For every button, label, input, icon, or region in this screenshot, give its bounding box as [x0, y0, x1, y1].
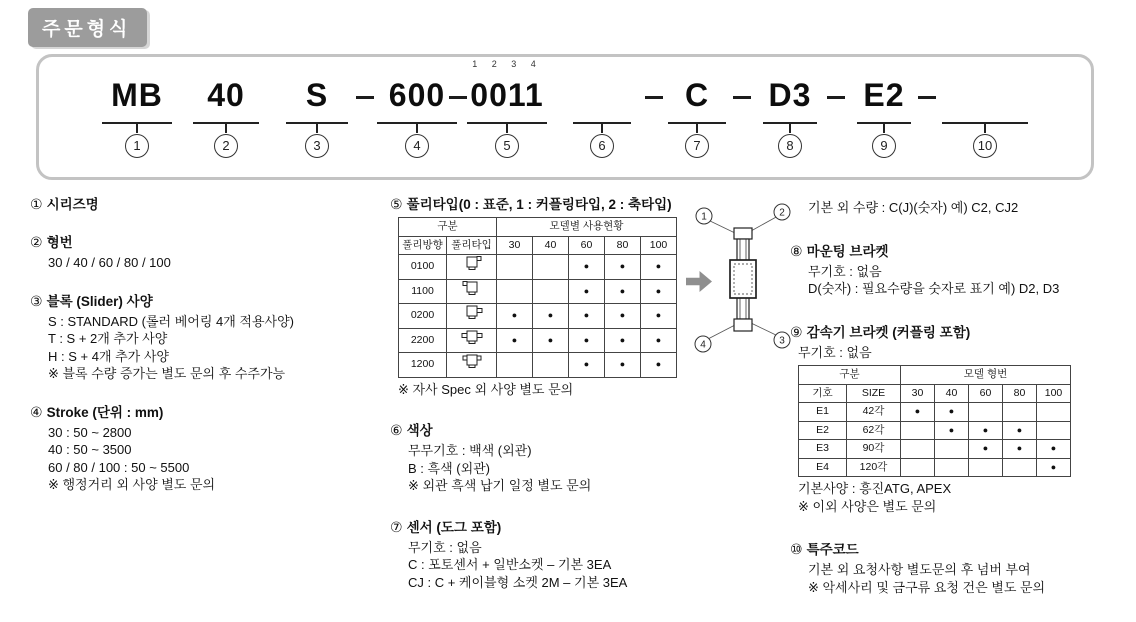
bracket-code-cell: E4: [799, 458, 847, 477]
item-sensor: [390, 519, 730, 592]
table-row: [799, 458, 1071, 477]
usage-cell: [935, 458, 969, 477]
table-group-header-row: [799, 366, 1071, 385]
usage-cell: ●: [969, 421, 1003, 440]
item-title: 특주코드: [806, 542, 859, 557]
usage-cell: [901, 421, 935, 440]
digit-position-labels: [286, 56, 348, 72]
usage-cell: ●: [533, 304, 569, 329]
item-title: 마운팅 브라켓: [806, 243, 889, 259]
usage-cell: ●: [641, 328, 677, 353]
item-stroke: [30, 404, 382, 494]
item-marker: ①: [30, 196, 43, 212]
text-line: 무무기호 : 백색 (외관): [408, 443, 532, 458]
code-segment-10: [942, 56, 1028, 158]
item-marker: ④: [30, 403, 43, 420]
digit-position-labels: [573, 56, 631, 72]
callout-number-5: 5: [495, 134, 519, 158]
item-body: [30, 254, 382, 272]
segment-tick: [136, 124, 138, 133]
item-title: Stroke (단위 : mm): [46, 404, 164, 420]
code-dash: [918, 96, 936, 99]
item-title: 형번: [46, 235, 73, 250]
usage-cell: ●: [641, 304, 677, 329]
table-row: [399, 304, 677, 329]
usage-cell: ●: [969, 440, 1003, 459]
item-heading: [390, 196, 730, 213]
usage-cell: [497, 353, 533, 378]
item-heading: [790, 243, 1136, 260]
item-mounting-bracket: [790, 243, 1136, 298]
usage-cell: [901, 458, 935, 477]
usage-cell: ●: [533, 328, 569, 353]
column-left: [30, 196, 382, 515]
table-header-row: [799, 384, 1071, 403]
usage-cell: [497, 255, 533, 280]
table-row: [399, 255, 677, 280]
digit-position-labels: [102, 56, 172, 72]
bracket-size-cell: 62각: [847, 421, 901, 440]
usage-cell: ●: [1003, 421, 1037, 440]
digit-position-labels: [857, 56, 911, 72]
column-header: 40: [935, 384, 969, 403]
code-segment-9: [857, 56, 911, 158]
item-body: [390, 539, 730, 592]
usage-cell: [1037, 403, 1071, 422]
text-line: CJ : C + 케이블형 소켓 2M – 기본 3EA: [408, 574, 628, 590]
usage-cell: [533, 353, 569, 378]
usage-cell: ●: [497, 328, 533, 353]
code-segment-text-4: 600: [388, 77, 446, 113]
item-marker: ③: [30, 292, 43, 309]
pulley-direction-diagram: [692, 200, 797, 358]
column-right: [790, 196, 1136, 622]
segment-tick: [316, 124, 318, 133]
column-header: 40: [533, 236, 569, 255]
pulley-type-cell: [447, 353, 497, 378]
text-line: ※ 악세사리 및 금구류 요청 건은 별도 문의: [808, 579, 1046, 595]
column-header: 80: [605, 236, 641, 255]
table-row: [799, 421, 1071, 440]
segment-tick: [789, 124, 791, 133]
column-header: SIZE: [847, 384, 901, 403]
code-segment-text-7: C: [684, 77, 710, 113]
digit-position-labels: [668, 56, 726, 72]
bracket-size-cell: 42각: [847, 403, 901, 422]
column-header: 풀리방향: [399, 236, 447, 255]
item-body: [30, 424, 382, 494]
pulley-direction-cell: 0100: [399, 255, 447, 280]
table-row: [399, 328, 677, 353]
item-heading: [30, 234, 382, 251]
usage-cell: [969, 458, 1003, 477]
usage-cell: ●: [641, 353, 677, 378]
text-line: T : S + 2개 추가 사양: [48, 331, 168, 346]
item-title: 색상: [406, 423, 433, 438]
group-header: 구분: [399, 218, 497, 237]
usage-cell: ●: [569, 304, 605, 329]
item-pulley-type: [390, 196, 730, 398]
usage-cell: [901, 440, 935, 459]
text-line: 무기호 : 없음: [798, 344, 872, 360]
pulley-type-cell: [447, 255, 497, 280]
item-heading: [30, 293, 382, 310]
pulley-direction-cell: 1100: [399, 279, 447, 304]
text-line: S : STANDARD (롤러 베어링 4개 적용사양): [48, 313, 294, 329]
table-row: [399, 353, 677, 378]
item-body: [390, 217, 730, 398]
text-line: 40 : 50 ~ 3500: [48, 442, 132, 457]
column-header: 풀리타입: [447, 236, 497, 255]
text-line: H : S + 4개 추가 사양: [48, 348, 169, 364]
text-line: 60 / 80 / 100 : 50 ~ 5500: [48, 459, 190, 475]
item-marker: ⑥: [390, 422, 403, 438]
column-header: 30: [901, 384, 935, 403]
code-segment-2: [193, 56, 259, 158]
item-title: 센서 (도그 포함): [406, 519, 502, 535]
code-segment-text-8: D3: [768, 77, 812, 113]
usage-cell: ●: [641, 255, 677, 280]
callout-number-7: 7: [685, 134, 709, 158]
table-header-row: [399, 236, 677, 255]
column-middle: [390, 196, 730, 615]
usage-cell: [533, 279, 569, 304]
text-line: 기본 외 수량 : C(J)(숫자) 예) C2, CJ2: [808, 200, 1019, 215]
item-marker: ⑧: [790, 242, 803, 259]
corner-callout-2: 2: [779, 207, 785, 219]
table-group-header-row: [399, 218, 677, 237]
item-title: 블록 (Slider) 사양: [46, 293, 153, 309]
usage-cell: ●: [569, 255, 605, 280]
code-segment-3: [286, 56, 348, 158]
pulley-direction-cell: 1200: [399, 353, 447, 378]
pulley-type-cell: [447, 328, 497, 353]
text-line: ※ 행정거리 외 사양 별도 문의: [48, 477, 216, 492]
pulley-type-cell: [447, 304, 497, 329]
item-reducer-bracket: [790, 324, 1136, 516]
code-dash: [356, 96, 374, 99]
code-dash: [733, 96, 751, 99]
callout-number-6: 6: [590, 134, 614, 158]
group-header: 구분: [799, 366, 901, 385]
table-row: [399, 279, 677, 304]
code-dash: [449, 96, 467, 99]
digit-position-labels: [377, 56, 457, 72]
table-row: [799, 440, 1071, 459]
item-body: [30, 313, 382, 383]
pulley-icon-1200: [455, 353, 489, 370]
item-marker: ⑨: [790, 323, 803, 340]
item-title: 감속기 브라켓 (커플링 포함): [806, 324, 971, 340]
item-body: [390, 442, 730, 495]
item-marker: ⑩: [790, 541, 803, 557]
item-heading: [390, 519, 730, 536]
pulley-icon-2200: [455, 329, 489, 346]
text-line: ※ 블록 수량 증가는 별도 문의 후 수주가능: [48, 366, 286, 381]
item-special-code: [790, 541, 1136, 596]
item-block-slider-spec: [30, 293, 382, 383]
pulley-icon-0200: [455, 304, 489, 321]
usage-cell: [935, 440, 969, 459]
digit-position-labels: [763, 56, 817, 72]
code-segment-8: [763, 56, 817, 158]
group-header: 모델 형번: [901, 366, 1071, 385]
code-segment-text-1: MB: [111, 77, 163, 113]
pulley-direction-cell: 2200: [399, 328, 447, 353]
page-title: 주문형식: [28, 8, 147, 47]
bracket-code-cell: E1: [799, 403, 847, 422]
column-header: 30: [497, 236, 533, 255]
code-segment-text-9: E2: [863, 77, 905, 113]
item-sensor-extra-qty: [790, 199, 1136, 217]
item-model-number: [30, 234, 382, 272]
code-segment-4: [377, 56, 457, 158]
code-segment-7: [668, 56, 726, 158]
text-line: 기본 외 요청사항 별도문의 후 넘버 부여: [808, 562, 1031, 577]
pulley-icon-0100: [455, 255, 489, 272]
item-title: 풀리타입(0 : 표준, 1 : 커플링타입, 2 : 축타입): [406, 197, 672, 212]
usage-cell: ●: [569, 328, 605, 353]
item-heading: [790, 324, 1136, 341]
segment-tick: [883, 124, 885, 133]
group-header: 모델별 사용현황: [497, 218, 677, 237]
corner-callout-4: 4: [700, 339, 706, 351]
usage-cell: ●: [605, 328, 641, 353]
usage-cell: [969, 403, 1003, 422]
usage-cell: ●: [497, 304, 533, 329]
code-segment-5: [467, 56, 547, 158]
bracket-size-cell: 90각: [847, 440, 901, 459]
callout-number-9: 9: [872, 134, 896, 158]
text-line: 무기호 : 없음: [808, 263, 882, 279]
item-heading: [790, 541, 1136, 558]
usage-cell: [497, 279, 533, 304]
code-segment-text-6: [573, 72, 631, 122]
digit-position-labels: [942, 56, 1028, 72]
column-header: 60: [969, 384, 1003, 403]
callout-number-2: 2: [214, 134, 238, 158]
text-line: ※ 자사 Spec 외 사양 별도 문의: [398, 381, 574, 397]
item-heading: [30, 196, 382, 213]
usage-cell: [533, 255, 569, 280]
item-marker: ②: [30, 234, 43, 250]
item-marker: ⑤: [390, 196, 403, 212]
bracket-size-cell: 120각: [847, 458, 901, 477]
callout-number-8: 8: [778, 134, 802, 158]
usage-cell: ●: [605, 279, 641, 304]
item-body: [790, 199, 1136, 217]
text-line: ※ 외관 흑색 납기 일정 별도 문의: [408, 478, 592, 493]
text-line: 30 / 40 / 60 / 80 / 100: [48, 255, 171, 270]
usage-cell: ●: [1037, 440, 1071, 459]
reducer-table: [798, 365, 1071, 477]
table-row: [799, 403, 1071, 422]
text-line: 무기호 : 없음: [408, 539, 482, 555]
column-header: 100: [1037, 384, 1071, 403]
item-title: 시리즈명: [46, 197, 99, 212]
pulley-direction-cell: 0200: [399, 304, 447, 329]
column-header: 60: [569, 236, 605, 255]
text-line: 30 : 50 ~ 2800: [48, 424, 132, 440]
pulley-type-cell: [447, 279, 497, 304]
usage-cell: [1003, 458, 1037, 477]
pulley-icon-1100: [455, 280, 489, 297]
usage-cell: [1003, 403, 1037, 422]
item-body: [790, 344, 1136, 516]
code-segment-text-3: S: [305, 77, 329, 113]
usage-cell: ●: [569, 279, 605, 304]
code-segment-text-10: [942, 72, 1028, 122]
callout-number-1: 1: [125, 134, 149, 158]
usage-cell: ●: [569, 353, 605, 378]
digit-position-labels: [193, 56, 259, 72]
code-segment-6: [573, 56, 631, 158]
item-series-name: [30, 196, 382, 213]
code-segment-text-5: 0011: [470, 77, 544, 113]
segment-tick: [984, 124, 986, 133]
callout-number-10: 10: [973, 134, 997, 158]
segment-tick: [506, 124, 508, 133]
corner-callout-1: 1: [701, 211, 707, 223]
column-header: 80: [1003, 384, 1037, 403]
column-header: 100: [641, 236, 677, 255]
text-line: B : 흑색 (외관): [408, 460, 491, 476]
item-body: [790, 561, 1136, 596]
pulley-table: [398, 217, 677, 378]
digit-position-labels: 1 2 3 4: [472, 59, 542, 69]
column-header: 기호: [799, 384, 847, 403]
item-body: [790, 263, 1136, 298]
segment-tick: [696, 124, 698, 133]
usage-cell: ●: [605, 353, 641, 378]
text-line: C : 포토센서 + 일반소켓 – 기본 3EA: [408, 557, 612, 572]
bracket-code-cell: E3: [799, 440, 847, 459]
text-line: ※ 이외 사양은 별도 문의: [798, 498, 937, 514]
item-heading: [390, 422, 730, 439]
code-dash: [645, 96, 663, 99]
usage-cell: ●: [641, 279, 677, 304]
callout-number-4: 4: [405, 134, 429, 158]
text-line: D(숫자) : 필요수량을 숫자로 표기 예) D2, D3: [808, 281, 1060, 296]
usage-cell: ●: [605, 304, 641, 329]
code-segment-1: [102, 56, 172, 158]
bracket-code-cell: E2: [799, 421, 847, 440]
code-dash: [827, 96, 845, 99]
corner-callout-3: 3: [779, 335, 785, 347]
segment-tick: [225, 124, 227, 133]
segment-tick: [601, 124, 603, 133]
usage-cell: [1037, 421, 1071, 440]
segment-tick: [416, 124, 418, 133]
item-marker: ⑦: [390, 518, 403, 535]
usage-cell: ●: [935, 403, 969, 422]
text-line: 기본사양 : 흥진ATG, APEX: [798, 481, 952, 496]
usage-cell: ●: [1037, 458, 1071, 477]
usage-cell: ●: [605, 255, 641, 280]
item-color: [390, 422, 730, 495]
item-heading: [30, 404, 382, 421]
usage-cell: ●: [901, 403, 935, 422]
usage-cell: ●: [1003, 440, 1037, 459]
usage-cell: ●: [935, 421, 969, 440]
callout-number-3: 3: [305, 134, 329, 158]
code-segment-text-2: 40: [207, 77, 245, 113]
